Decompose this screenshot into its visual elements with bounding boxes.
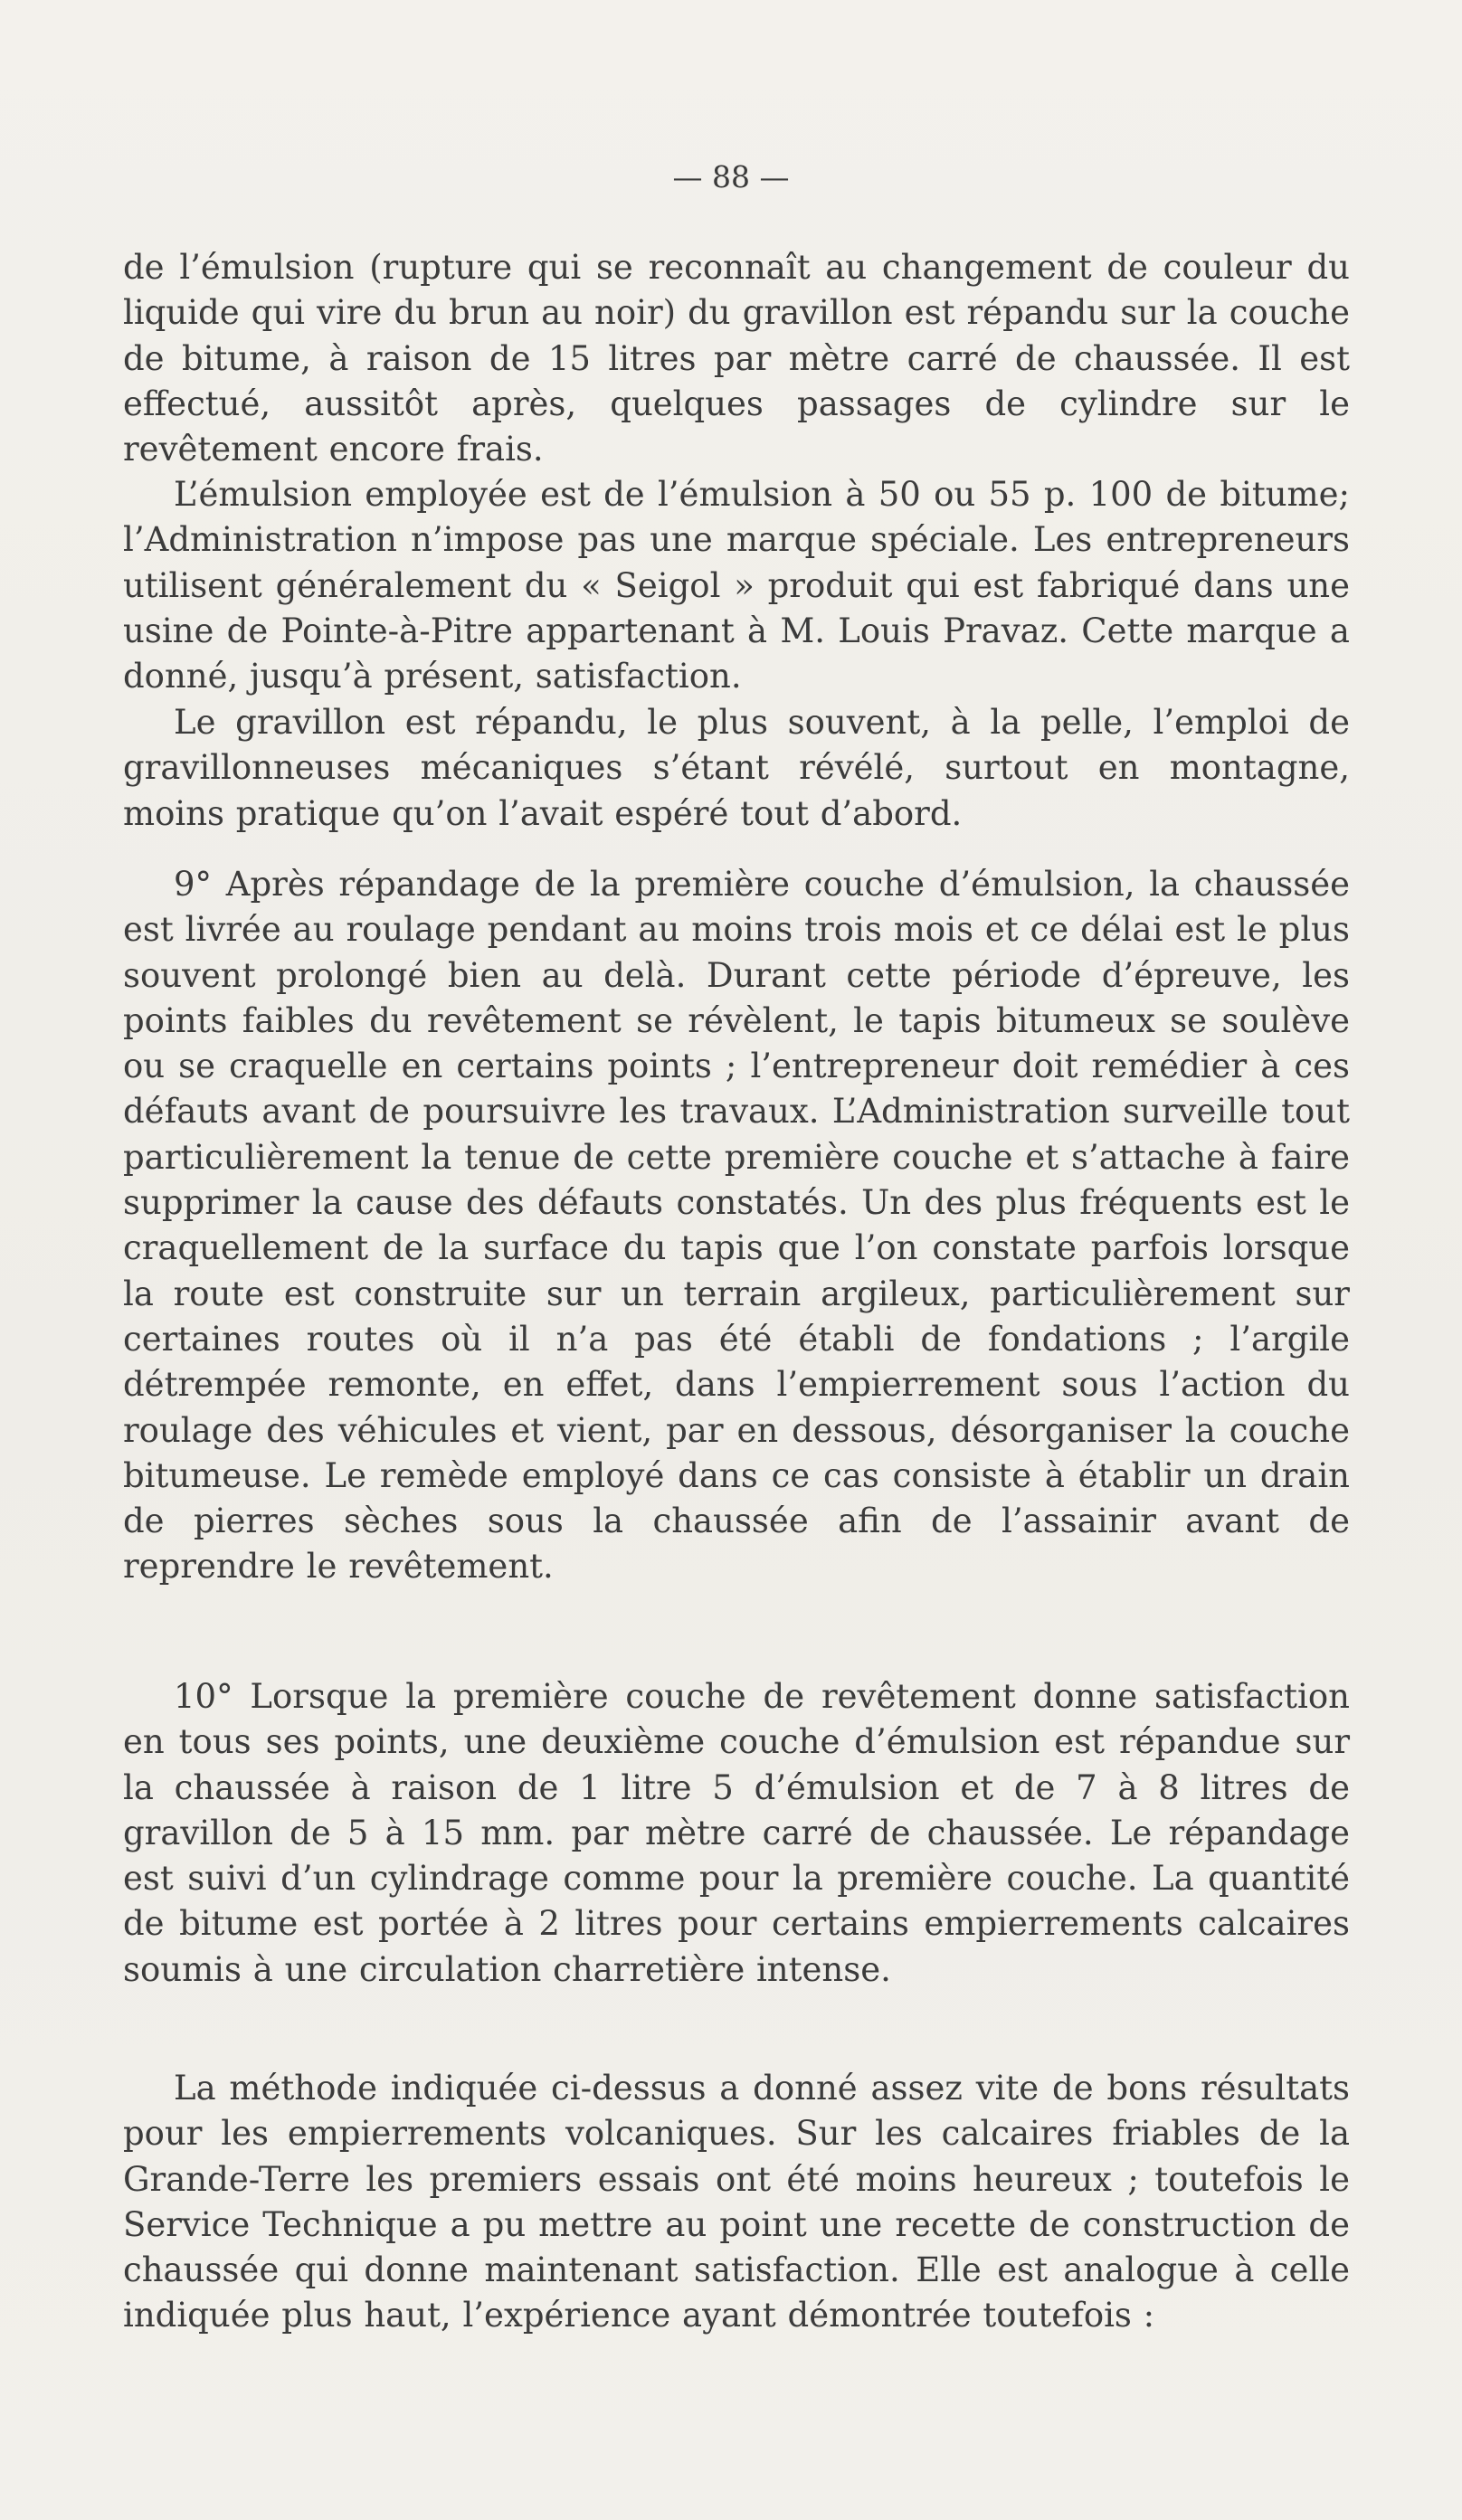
paragraph-4-block <box>123 862 1350 1590</box>
paragraph-3-block <box>123 700 1350 837</box>
paragraph-5: 10° Lorsque la première couche de revêtement donne satisfaction en tous ses points, une deuxième couche d’émulsion est répandue sur la chaussée à raison de 1 litre 5 d’émulsion et de 7 à 8 litres de gravillon de 5 à 15 mm. par mètre carré de chaussée. Le répandage est suivi d’un cylindrage comme pour la première couche. La quantité de bitume est portée à 2 litres pour certains empierrements calcaires soumis à une circulation charretière intense. <box>123 1677 1350 1989</box>
paragraph-5-block <box>123 1674 1350 1993</box>
paragraph-4: 9° Après répandage de la première couche d’émulsion, la chaussée est livrée au roulage pendant au moins trois mois et ce délai est le plus souvent prolongé bien au delà. Durant cette période d’épreuve, les points faibles du revêtement se révèlent, le tapis bitumeux se soulève ou se craquelle en certains points ; l’entrepreneur doit remédier à ces défauts avant de poursuivre les travaux. L’Administration surveille tout particulièrement la tenue de cette première couche et s’attache à faire supprimer la cause des défauts constatés. Un des plus fréquents est le craquellement de la surface du tapis que l’on constate parfois lorsque la route est construite sur un terrain argileux, particulièrement sur certaines routes où il n’a pas été établi de fondations ; l’argile détrempée remonte, en effet, dans l’empierrement sous l’action du roulage des véhicules et vient, par en dessous, désorganiser la couche bitumeuse. Le remède employé dans ce cas consiste à établir un drain de pierres sèches sous la chaussée afin de l’assainir avant de reprendre le revêtement. <box>123 865 1350 1587</box>
page-number: — 88 — <box>672 159 790 194</box>
paragraph-1-block <box>123 245 1350 472</box>
paragraph-3: Le gravillon est répandu, le plus souvent, à la pelle, l’emploi de gravillonneuses mécaniques s’étant révélé, surtout en montagne, moins pratique qu’on l’avait espéré tout d’abord. <box>123 703 1350 833</box>
paragraph-6-block <box>123 2066 1350 2339</box>
paragraph-6: La méthode indiquée ci-dessus a donné assez vite de bons résultats pour les empierrements volcaniques. Sur les calcaires friables de la Grande-Terre les premiers essais ont été moins heureux ; toutefois le Service Technique a pu mettre au point une recette de construction de chaussée qui donne maintenant satisfaction. Elle est analogue à celle indiquée plus haut, l’expérience ayant démontrée toutefois : <box>123 2069 1350 2335</box>
paragraph-1: de l’émulsion (rupture qui se reconnaît au changement de couleur du liquide qui vire du brun au noir) du gravillon est répandu sur la couche de bitume, à raison de 15 litres par mètre carré de chaussée. Il est effectué, aussitôt après, quelques passages de cylindre sur le revêtement encore frais. <box>123 248 1350 469</box>
paragraph-2-block <box>123 472 1350 699</box>
paragraph-2: L’émulsion employée est de l’émulsion à 50 ou 55 p. 100 de bitume; l’Administration n’impose pas une marque spéciale. Les entrepreneurs utilisent généralement du « Seigol » produit qui est fabriqué dans une usine de Pointe-à-Pitre appartenant à M. Louis Pravaz. Cette marque a donné, jusqu’à présent, satisfaction. <box>123 475 1350 696</box>
